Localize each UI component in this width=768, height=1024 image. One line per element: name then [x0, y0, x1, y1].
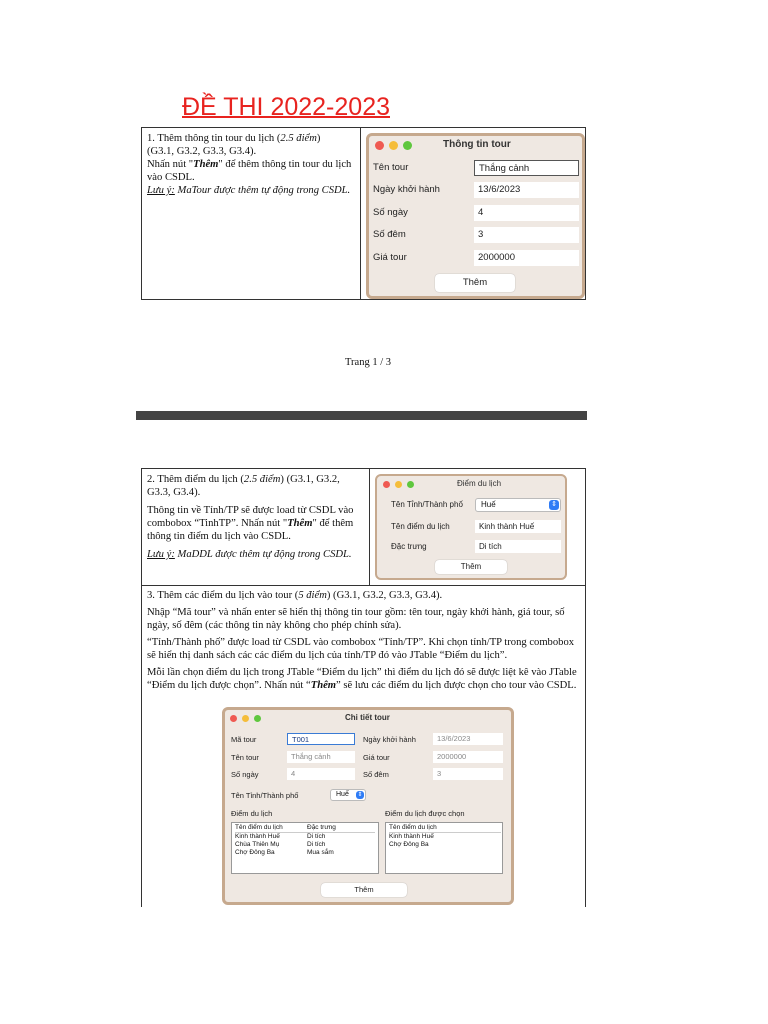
- table-row[interactable]: Chợ Đông Ba Mua sắm: [235, 849, 334, 856]
- nights-field: 3: [433, 768, 503, 780]
- label-province: Tên Tỉnh/Thành phố: [231, 791, 299, 800]
- task1-description: 1. Thêm thông tin tour du lịch (2.5 điểm) (G3.1, G3.2, G3.3, G3.4). Nhấn nút "Thêm" để thêm thông tin tour du lịch vào CSDL. Lưu ý: MaTour được thêm tự động trong CSDL.: [147, 133, 352, 196]
- close-icon[interactable]: [375, 141, 384, 150]
- place-name-input[interactable]: Kinh thành Huế: [475, 520, 561, 533]
- column-divider: [360, 128, 361, 299]
- label-departure-date: Ngày khởi hành: [373, 184, 440, 195]
- zoom-icon[interactable]: [407, 481, 414, 488]
- page-title: ĐỀ THI 2022-2023: [182, 93, 390, 121]
- zoom-icon[interactable]: [254, 715, 261, 722]
- label-province: Tên Tỉnh/Thành phố: [391, 500, 463, 509]
- departure-date-field: 13/6/2023: [433, 733, 503, 745]
- window-title: Điểm du lịch: [457, 479, 502, 488]
- add-button[interactable]: Thêm: [435, 560, 507, 574]
- days-field: 4: [287, 768, 355, 780]
- label-nights: Số đêm: [363, 770, 389, 779]
- feature-input[interactable]: Di tích: [475, 540, 561, 553]
- minimize-icon[interactable]: [389, 141, 398, 150]
- page-number: Trang 1 / 3: [345, 357, 391, 368]
- tour-info-window: [366, 133, 585, 299]
- table-row[interactable]: Kinh thành Huế: [389, 833, 434, 840]
- label-days: Số ngày: [373, 207, 408, 218]
- zoom-icon[interactable]: [403, 141, 412, 150]
- days-input[interactable]: 4: [474, 205, 579, 221]
- task2-description: 2. Thêm điểm du lịch (2.5 điểm) (G3.1, G3.2, G3.3, G3.4). Thông tin về Tỉnh/TP sẽ được load từ CSDL vào combobox “TinhTP”. Nhấn nút "Thêm" để thêm thông tin điểm du lịch vào CSDL. Lưu ý: MaDDL được thêm tự động trong CSDL.: [147, 474, 354, 560]
- window-title: Chi tiết tour: [345, 713, 390, 722]
- label-places: Điểm du lịch: [231, 809, 273, 818]
- task1-table: [141, 127, 586, 300]
- page-separator: [136, 411, 587, 420]
- chevron-down-icon: ⇕: [357, 792, 363, 798]
- task3-description: 3. Thêm các điểm du lịch vào tour (5 điểm) (G3.1, G3.2, G3.3, G3.4). Nhập “Mã tour” và nhấn enter sẽ hiển thị thông tin tour gồm: tên tour, ngày khởi hành, giá tour, số ngày, số đêm (các thông tin này không cho phép chỉnh sửa). “Tỉnh/Thành phố” được load từ CSDL vào combobox “Tỉnh/TP”. Khi chọn tỉnh/TP trong combobox sẽ hiển thị danh sách các các điểm du lịch của tỉnh/TP đó vào JTable “Điểm du lịch”. Mỗi lần chọn điểm du lịch trong JTable “Điểm du lịch” thì điểm du lịch đó sẽ được liệt kê vào JTable “Điểm du lịch được chọn”. Nhấn nút “Thêm” sẽ lưu các điểm du lịch được chọn cho tour vào CSDL.: [147, 590, 577, 691]
- places-table[interactable]: [231, 822, 379, 874]
- label-departure-date: Ngày khởi hành: [363, 735, 416, 744]
- price-input[interactable]: 2000000: [474, 250, 579, 266]
- close-icon[interactable]: [383, 481, 390, 488]
- minimize-icon[interactable]: [395, 481, 402, 488]
- tour-name-field: Thắng cảnh: [287, 751, 355, 763]
- label-feature: Đặc trưng: [391, 542, 427, 551]
- nights-input[interactable]: 3: [474, 227, 579, 243]
- task2-3-table: [141, 468, 586, 907]
- label-place-name: Tên điểm du lịch: [391, 522, 450, 531]
- departure-date-input[interactable]: 13/6/2023: [474, 182, 579, 198]
- selected-places-table[interactable]: [385, 822, 503, 874]
- tour-code-input[interactable]: T001: [287, 733, 355, 745]
- label-tour-name: Tên tour: [231, 753, 259, 762]
- province-combobox[interactable]: Huế ⇕: [475, 498, 561, 512]
- label-selected-places: Điểm du lịch được chọn: [385, 809, 465, 818]
- column-divider: [369, 469, 370, 585]
- label-price: Giá tour: [363, 753, 390, 762]
- add-button[interactable]: Thêm: [321, 883, 407, 897]
- table-row[interactable]: Chợ Đông Ba: [389, 841, 429, 848]
- label-days: Số ngày: [231, 770, 259, 779]
- label-tour-name: Tên tour: [373, 162, 409, 173]
- window-title: Thông tin tour: [443, 139, 511, 150]
- price-field: 2000000: [433, 751, 503, 763]
- chevron-down-icon: ⇕: [549, 500, 559, 510]
- label-price: Giá tour: [373, 252, 407, 263]
- tour-detail-window: [222, 707, 514, 905]
- minimize-icon[interactable]: [242, 715, 249, 722]
- table-header: Tên điểm du lịch: [389, 824, 501, 833]
- label-tour-code: Mã tour: [231, 735, 257, 744]
- label-nights: Số đêm: [373, 229, 406, 240]
- province-combobox[interactable]: Huế ⇕: [330, 789, 366, 801]
- tour-name-input[interactable]: Thắng cảnh: [474, 160, 579, 176]
- table-header: Tên điểm du lịch Đặc trưng: [235, 824, 375, 833]
- table-row[interactable]: Chùa Thiên Mụ Di tích: [235, 841, 326, 848]
- row-divider: [142, 585, 585, 586]
- add-button[interactable]: Thêm: [435, 274, 515, 292]
- place-window: [375, 474, 567, 580]
- table-row[interactable]: Kinh thành Huế Di tích: [235, 833, 326, 840]
- close-icon[interactable]: [230, 715, 237, 722]
